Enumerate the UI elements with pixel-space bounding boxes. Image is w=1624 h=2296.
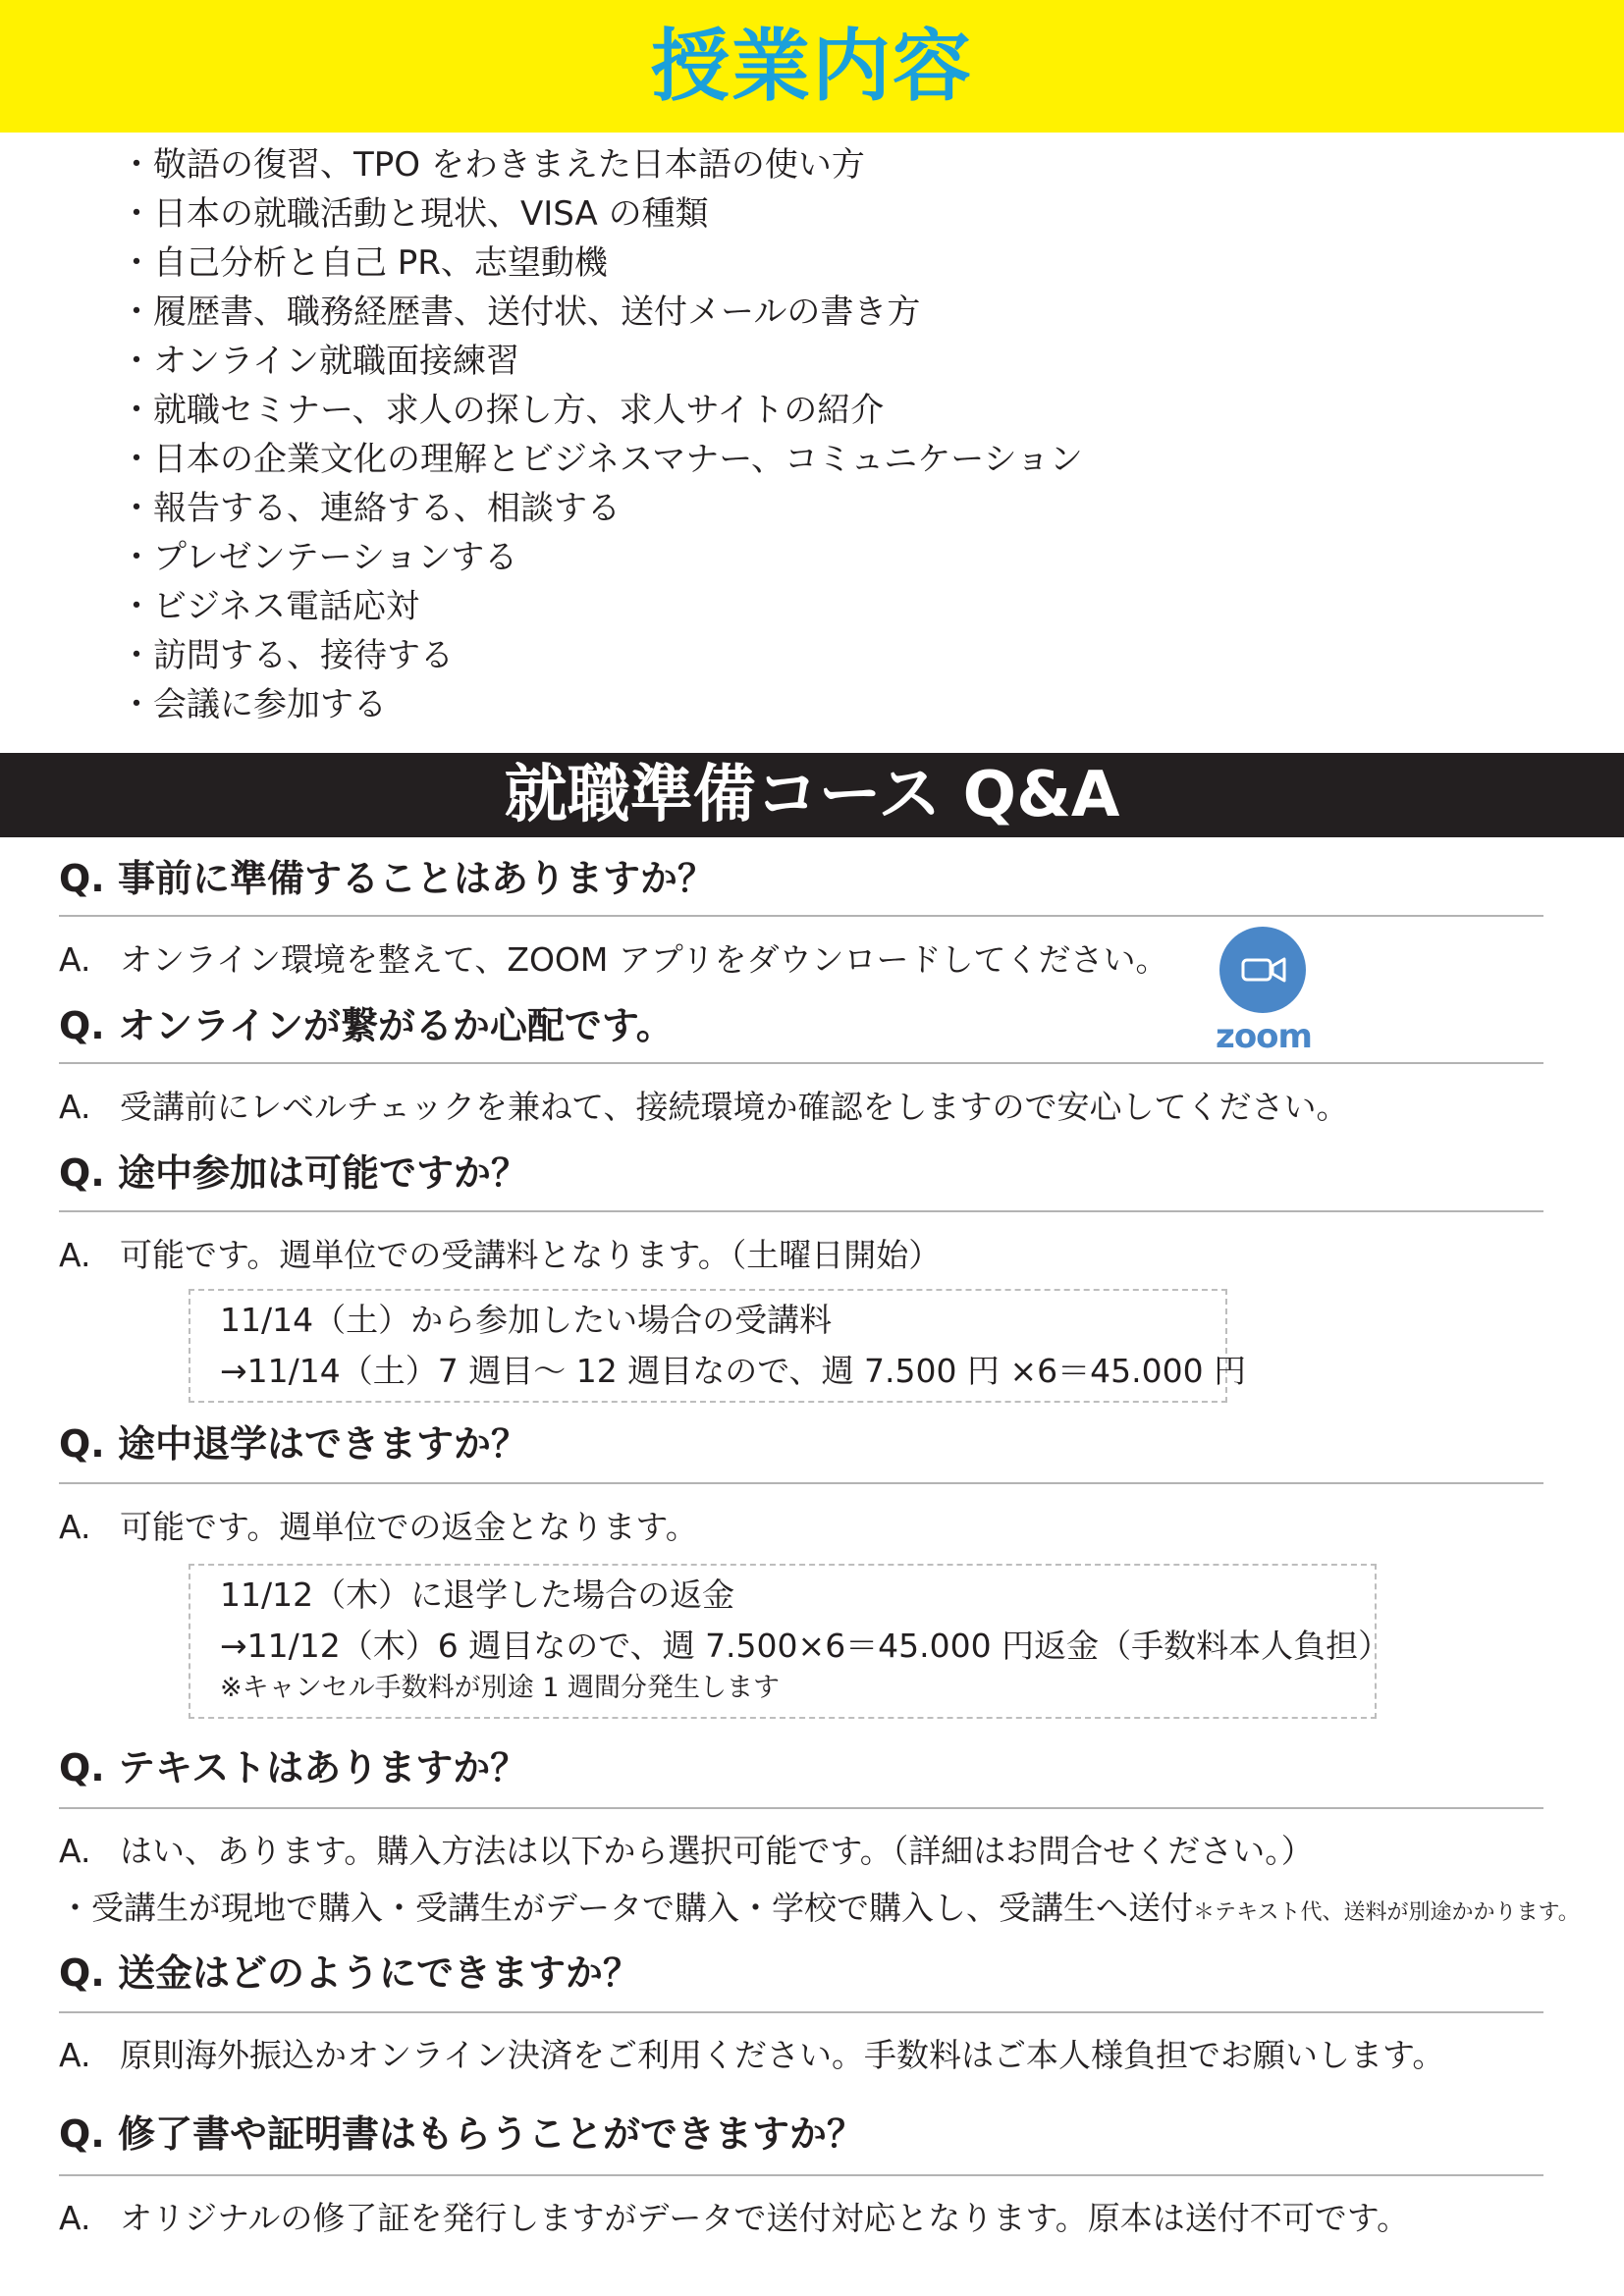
example-line: →11/14（土）7 週目〜 12 週目なので、週 7.500 円 ×6＝45.000 円 [220, 1352, 1247, 1390]
faq-question: Q. 途中退学はできますか？ [59, 1422, 528, 1466]
answer-label: A. [59, 2199, 91, 2237]
list-item: ・自己分析と自己 PR、志望動機 [120, 243, 608, 283]
list-item: ・会議に参加する [120, 685, 387, 724]
divider [59, 915, 1543, 917]
purchase-options-note: ＊テキスト代、送料が別途かかります。 [1193, 1900, 1580, 1925]
faq-answer-text: 可能です。週単位での受講料となります。（土曜日開始） [120, 1236, 942, 1274]
divider [59, 2174, 1543, 2176]
faq-answer-text: オリジナルの修了証を発行しますがデータで送付対応となります。原本は送付不可です。 [120, 2199, 1410, 2237]
header-band [0, 0, 1624, 133]
list-item: ・プレゼンテーションする [120, 538, 518, 577]
divider [59, 1210, 1543, 1212]
faq-answer [59, 2033, 1444, 2078]
list-item: ・訪問する、接待する [120, 636, 454, 675]
faq-answer-text: 可能です。週単位での返金となります。 [120, 1508, 698, 1546]
faq-answer-text: オンライン環境を整えて、ZOOM アプリをダウンロードしてください。 [120, 940, 1168, 979]
answer-label: A. [59, 1508, 91, 1546]
faq-answer [59, 937, 1168, 983]
faq-answer-text: 受講前にレベルチェックを兼ねて、接続環境か確認をしますので安心してください。 [120, 1088, 1349, 1126]
list-item: ・報告する、連絡する、相談する [120, 489, 621, 528]
faq-header-band [0, 753, 1624, 837]
answer-label: A. [59, 940, 91, 979]
list-item: ・オンライン就職面接練習 [120, 342, 519, 381]
list-item: ・敬語の復習、TPO をわきまえた日本語の使い方 [120, 145, 865, 185]
divider [59, 2011, 1543, 2013]
faq-answer [59, 1505, 698, 1550]
faq-answer [59, 2196, 1409, 2241]
answer-label: A. [59, 1088, 91, 1126]
course-contents-list [120, 140, 1083, 729]
divider [59, 1482, 1543, 1484]
answer-label: A. [59, 2036, 91, 2074]
zoom-logo-text: zoom [1216, 1017, 1312, 1056]
example-box [189, 1289, 1247, 1403]
faq-question: Q. オンラインが繋がるか心配です。 [59, 1004, 674, 1047]
faq-question: Q. 送金はどのようにできますか？ [59, 1951, 640, 1995]
faq-answer-text: はい、あります。購入方法は以下から選択可能です。（詳細はお問合せください。） [120, 1832, 1314, 1870]
list-item: ・日本の企業文化の理解とビジネスマナー、コミュニケーション [120, 440, 1083, 479]
faq-question: Q. 事前に準備することはありますか？ [59, 857, 715, 900]
divider [59, 1062, 1543, 1064]
faq-answer [59, 1829, 1314, 1874]
list-item: ・就職セミナー、求人の探し方、求人サイトの紹介 [120, 391, 885, 430]
example-box [189, 1564, 1391, 1719]
faq-question: Q. 途中参加は可能ですか？ [59, 1151, 528, 1195]
faq-answer [59, 1233, 941, 1278]
answer-label: A. [59, 1236, 91, 1274]
faq-question: Q. 修了書や証明書はもらうことができますか？ [59, 2112, 864, 2156]
purchase-options-text: ・受講生が現地で購入・受講生がデータで購入・学校で購入し、受講生へ送付 [59, 1889, 1193, 1927]
text-purchase-options [59, 1886, 1580, 1936]
page-title: 授業内容 [651, 21, 973, 112]
list-item: ・履歴書、職務経歴書、送付状、送付メールの書き方 [120, 293, 921, 332]
example-line: →11/12（木）6 週目なので、週 7.500×6＝45.000 円返金（手数料本人負担） [220, 1627, 1391, 1665]
example-note: ※キャンセル手数料が別途 1 週間分発生します [220, 1673, 780, 1703]
faq-title: 就職準備コース Q&A [504, 759, 1120, 831]
list-item: ・日本の就職活動と現状、VISA の種類 [120, 194, 709, 234]
example-line: 11/12（木）に退学した場合の返金 [220, 1575, 735, 1614]
divider [59, 1807, 1543, 1809]
example-line: 11/14（土）から参加したい場合の受講料 [220, 1301, 833, 1339]
faq-answer [59, 1085, 1349, 1130]
answer-label: A. [59, 1832, 91, 1870]
list-item: ・ビジネス電話応対 [120, 587, 419, 626]
faq-answer-text: 原則海外振込かオンライン決済をご利用ください。手数料はご本人様負担でお願いします。 [120, 2036, 1445, 2074]
zoom-logo [1210, 925, 1318, 1056]
faq-question: Q. テキストはありますか？ [59, 1746, 528, 1789]
